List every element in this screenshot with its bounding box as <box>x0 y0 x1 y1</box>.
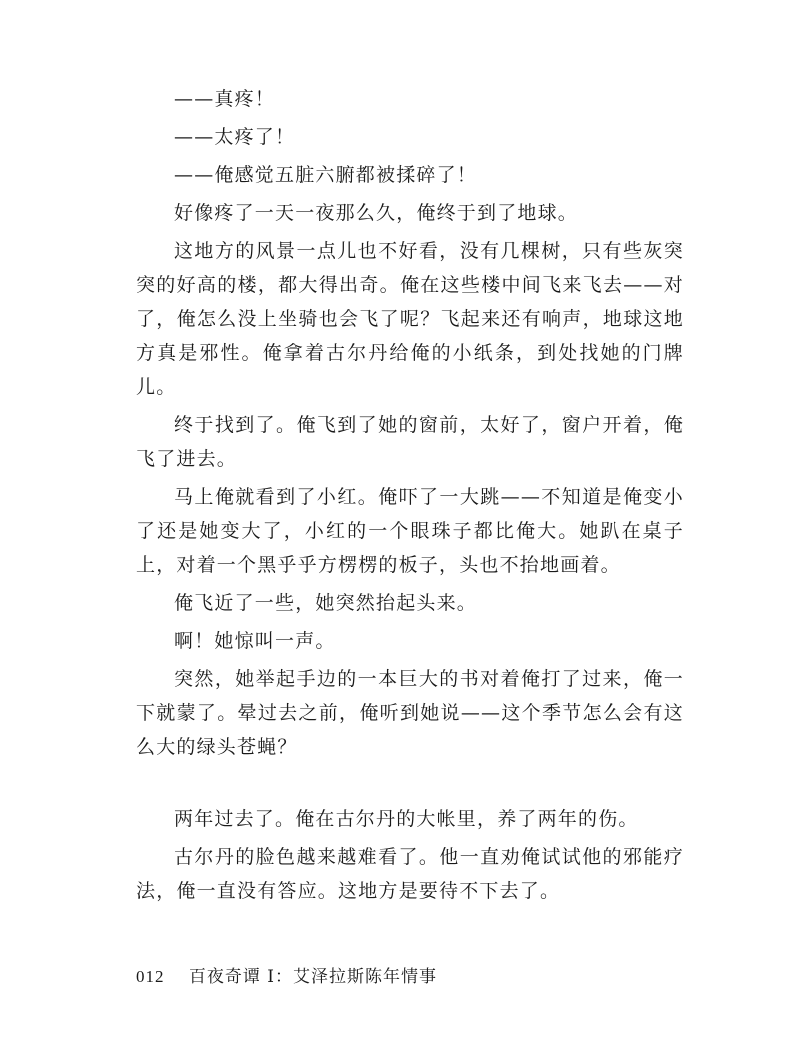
body-text <box>136 82 684 912</box>
paragraph-4: 好像疼了一天一夜那么久，俺终于到了地球。 <box>174 202 579 224</box>
paragraph-3: ——俺感觉五脏六腑都被揉碎了！ <box>174 164 478 186</box>
book-title: 百夜奇谭 Ⅰ：艾泽拉斯陈年情事 <box>188 967 438 987</box>
paragraph-1: ——真疼！ <box>174 88 276 110</box>
paragraph-10: 突然，她举起手边的一本巨大的书对着俺打了过来，俺一下就蒙了。晕过去之前，俺听到她说——这个季节怎么会有这么大的绿头苍蝇？ <box>136 668 684 758</box>
paragraph-12: 古尔丹的脸色越来越难看了。他一直劝俺试试他的邪能疗法，俺一直没有答应。这地方是要待不下去了。 <box>136 846 684 902</box>
paragraph-2: ——太疼了！ <box>174 126 296 148</box>
paragraph-8: 俺飞近了一些，她突然抬起头来。 <box>174 592 478 614</box>
paragraph-9: 啊！她惊叫一声。 <box>174 630 336 652</box>
paragraph-6: 终于找到了。俺飞到了她的窗前，太好了，窗户开着，俺飞了进去。 <box>136 414 684 470</box>
paragraph-5: 这地方的风景一点儿也不好看，没有几棵树，只有些灰突突的好高的楼，都大得出奇。俺在这些楼中间飞来飞去——对了，俺怎么没上坐骑也会飞了呢？飞起来还有响声，地球这地方真是邪性。俺拿着古尔丹给俺的小纸条，到处找她的门牌儿。 <box>136 240 684 398</box>
page-footer <box>136 962 437 987</box>
paragraph-7: 马上俺就看到了小红。俺吓了一大跳——不知道是俺变小了还是她变大了，小红的一个眼珠子都比俺大。她趴在桌子上，对着一个黑乎乎方楞楞的板子，头也不抬地画着。 <box>136 486 684 576</box>
page-number: 012 <box>136 967 165 986</box>
paragraph-11: 两年过去了。俺在古尔丹的大帐里，养了两年的伤。 <box>174 808 639 830</box>
